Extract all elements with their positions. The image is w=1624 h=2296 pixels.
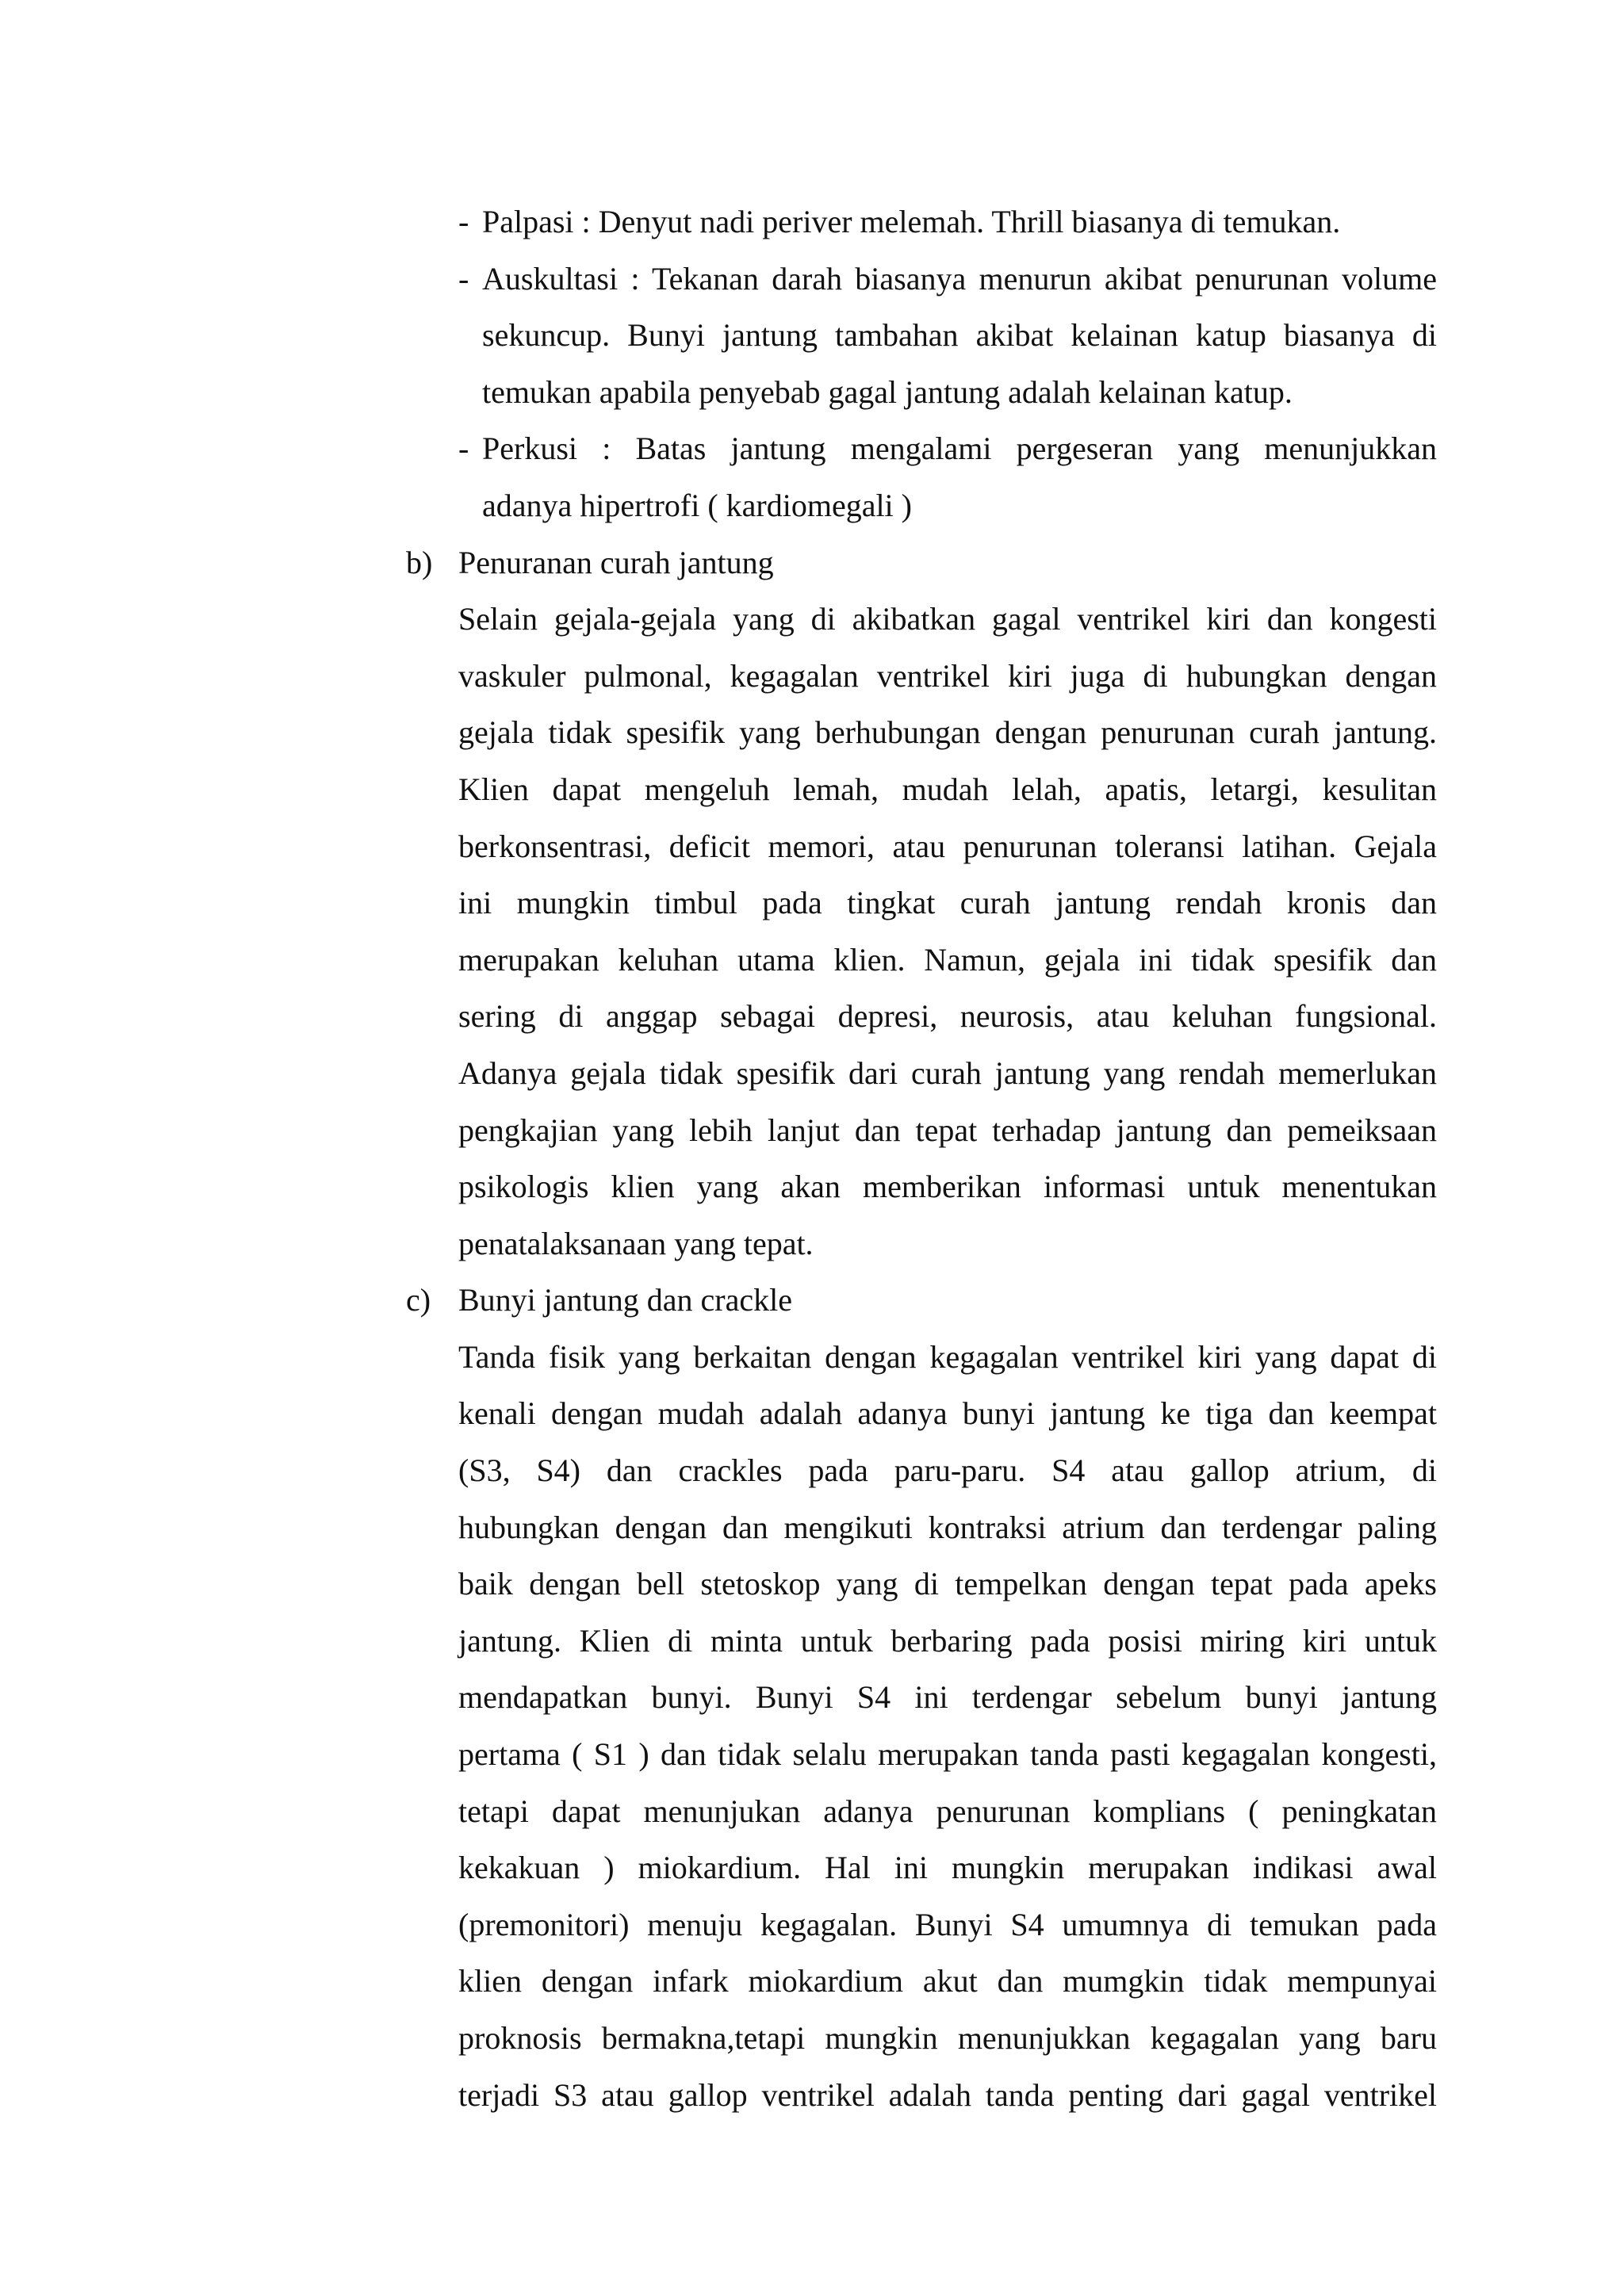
paragraph-line: hubungkan dengan dan mengikuti kontraksi atrium dan terdengar paling	[458, 1509, 1437, 1545]
paragraph-line: proknosis bermakna,tetapi mungkin menunjukkan kegagalan yang baru	[458, 2020, 1437, 2056]
bullet-auskultasi	[458, 251, 1437, 308]
section-marker: b)	[406, 544, 433, 580]
paragraph-line: psikologis klien yang akan memberikan informasi untuk menentukan	[458, 1169, 1437, 1205]
paragraph-line: (S3, S4) dan crackles pada paru-paru. S4 atau gallop atrium, di	[458, 1452, 1437, 1489]
paragraph-line: Tanda fisik yang berkaitan dengan kegagalan ventrikel kiri yang dapat di	[458, 1338, 1437, 1375]
text-column	[406, 193, 1437, 2123]
paragraph-line: penatalaksanaan yang tepat.	[458, 1225, 814, 1261]
paragraph-line: Selain gejala-gejala yang di akibatkan gagal ventrikel kiri dan kongesti	[458, 601, 1437, 637]
paragraph-line: baik dengan bell stetoskop yang di tempelkan dengan tepat pada apeks	[458, 1566, 1437, 1602]
paragraph-line: Klien dapat mengeluh lemah, mudah lelah, apatis, letargi, kesulitan	[458, 771, 1437, 807]
paragraph-line: pengkajian yang lebih lanjut dan tepat terhadap jantung dan pemeiksaan	[458, 1112, 1437, 1148]
paragraph-line: Adanya gejala tidak spesifik dari curah jantung yang rendah memerlukan	[458, 1054, 1437, 1091]
bullet-continuation: temukan apabila penyebab gagal jantung adalah kelainan katup.	[482, 373, 1293, 410]
paragraph-line: pertama ( S1 ) dan tidak selalu merupakan tanda pasti kegagalan kongesti,	[458, 1736, 1437, 1773]
paragraph-line: terjadi S3 atau gallop ventrikel adalah tanda penting dari gagal ventrikel	[458, 2076, 1437, 2113]
bullet-perkusi	[458, 420, 1437, 477]
bullet-continuation: adanya hipertrofi ( kardiomegali )	[482, 487, 912, 523]
section-c-heading	[406, 1272, 1437, 1329]
paragraph-line: gejala tidak spesifik yang berhubungan dengan penurunan curah jantung.	[458, 714, 1437, 751]
paragraph-line: (premonitori) menuju kegagalan. Bunyi S4 umumnya di temukan pada	[458, 1906, 1437, 1942]
bullet-text: Palpasi : Denyut nadi periver melemah. Thrill biasanya di temukan.	[482, 204, 1341, 239]
paragraph-line: kenali dengan mudah adalah adanya bunyi jantung ke tiga dan keempat	[458, 1395, 1437, 1432]
paragraph-line: klien dengan infark miokardium akut dan mumgkin tidak mempunyai	[458, 1963, 1437, 1999]
paragraph-line: berkonsentrasi, deficit memori, atau penurunan toleransi latihan. Gejala	[458, 828, 1437, 864]
paragraph-line: tetapi dapat menunjukan adanya penurunan komplians ( peningkatan	[458, 1793, 1437, 1829]
bullet-text: Perkusi : Batas jantung mengalami pergeseran yang menunjukkan	[482, 430, 1437, 467]
bullet-dash: -	[458, 204, 469, 239]
bullet-continuation: sekuncup. Bunyi jantung tambahan akibat kelainan katup biasanya di	[482, 317, 1437, 354]
bullet-text: Auskultasi : Tekanan darah biasanya menurun akibat penurunan volume	[482, 260, 1437, 297]
section-marker: c)	[406, 1282, 431, 1318]
section-title: Bunyi jantung dan crackle	[458, 1282, 792, 1318]
bullet-palpasi	[458, 193, 1437, 251]
section-title: Penuranan curah jantung	[458, 544, 774, 580]
paragraph-line: ini mungkin timbul pada tingkat curah jantung rendah kronis dan	[458, 885, 1437, 921]
paragraph-line: merupakan keluhan utama klien. Namun, gejala ini tidak spesifik dan	[458, 941, 1437, 978]
paragraph-line: kekakuan ) miokardium. Hal ini mungkin merupakan indikasi awal	[458, 1850, 1437, 1886]
paragraph-line: sering di anggap sebagai depresi, neurosis, atau keluhan fungsional.	[458, 998, 1437, 1035]
paragraph-line: jantung. Klien di minta untuk berbaring pada posisi miring kiri untuk	[458, 1622, 1437, 1659]
paragraph-line: mendapatkan bunyi. Bunyi S4 ini terdengar sebelum bunyi jantung	[458, 1679, 1437, 1716]
paragraph-line: vaskuler pulmonal, kegagalan ventrikel kiri juga di hubungkan dengan	[458, 657, 1437, 694]
bullet-dash: -	[458, 260, 469, 297]
bullet-dash: -	[458, 430, 469, 467]
section-b-heading	[406, 534, 1437, 591]
